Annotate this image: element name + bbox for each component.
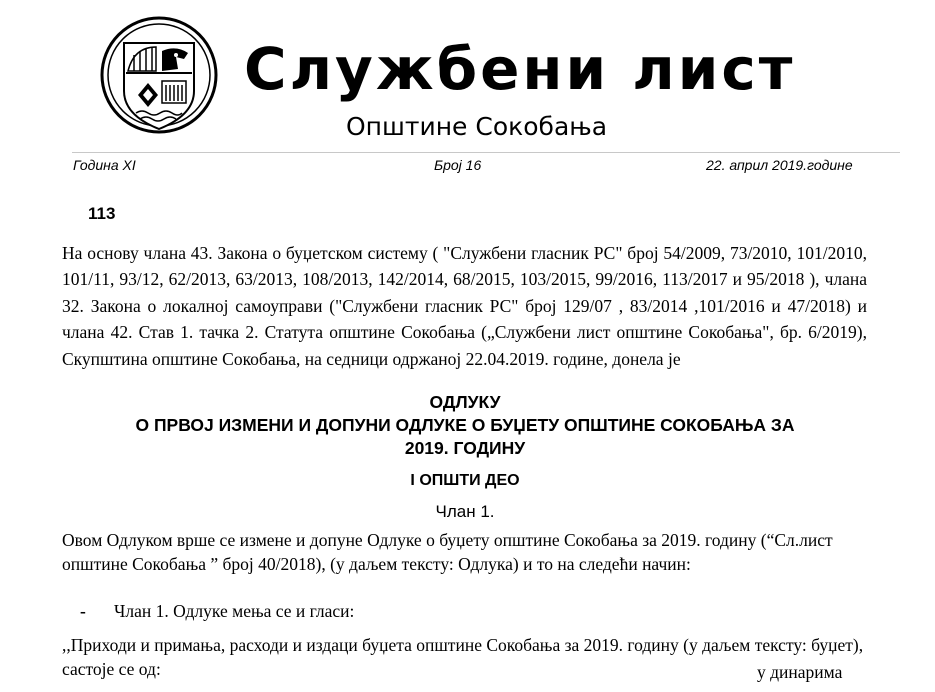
bullet-dash: - (80, 601, 86, 621)
decision-subtitle (60, 414, 870, 460)
bullet-text: Члан 1. Одлуке мења се и гласи: (114, 601, 355, 621)
decision-title: ОДЛУКУ (429, 392, 501, 412)
masthead-subtitle: Општине Сокобања (346, 112, 608, 141)
municipality-emblem-logo (98, 13, 220, 141)
document-number: 113 (88, 204, 116, 223)
decision-subtitle-line-1: О ПРВОЈ ИЗМЕНИ И ДОПУНИ ОДЛУКЕ О БУЏЕТУ ОПШТИНЕ СОКОБАЊА ЗА (135, 415, 795, 435)
issue-date: 22. април 2019.године (706, 157, 853, 173)
masthead-title: Службени лист (244, 35, 796, 103)
preamble-paragraph: На основу члана 43. Закона о буџетском систему ( "Службени гласник РС" број 54/2009, 73/2010, 101/2010, 101/11, 93/12, 62/2013, 63/2013, 108/2013, 142/2014, 68/2015, 103/2015, 99/2016, 113/2017 и 95/2018 ), члана 32. Закона о локалној самоуправи ("Службени гласник РС" број 129/07 , 83/2014 ,101/2016 и 47/2018) и члана 42. Став 1. тачка 2. Статута општине Сокобања („Службени лист општине Сокобања", бр. 6/2019), Скупштина општине Сокобања, на седници одржаној 22.04.2019. године, донела је (62, 243, 867, 369)
article-heading: Члан 1. (435, 502, 495, 521)
intro-paragraph: Овом Одлуком врше се измене и допуне Одлуке о буџету општине Сокобања за 2019. годину (“Сл.лист општине Сокобања ” број 40/2018), (у даљем тексту: Одлука) и то на следећи начин: (62, 530, 833, 574)
part-heading: I ОПШТИ ДЕО (410, 472, 520, 489)
decision-subtitle-line-2: 2019. ГОДИНУ (404, 438, 526, 458)
bullet-item (80, 601, 354, 622)
currency-note: у динарима (757, 662, 843, 682)
issue-number: Број 16 (434, 157, 482, 173)
issue-year: Година XI (73, 157, 136, 173)
header-divider (72, 152, 900, 153)
quoted-paragraph: ,,Приходи и примања, расходи и издаци буџета општине Сокобања за 2019. годину (у даљем тексту: буџет), састоје се од: (62, 635, 864, 679)
